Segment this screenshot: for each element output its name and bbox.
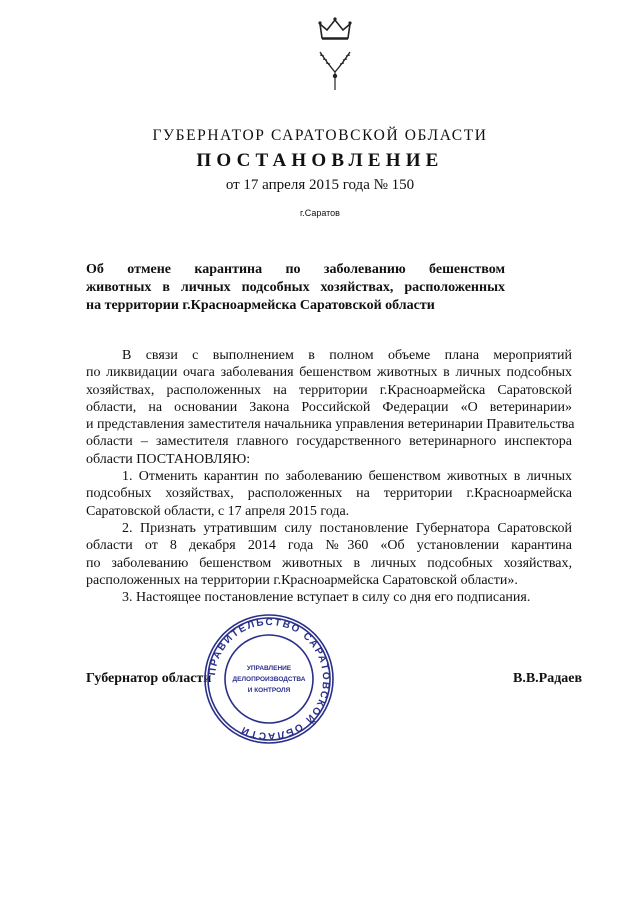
stamp-line: ДЕЛОПРОИЗВОДСТВА [232, 676, 306, 683]
signatory-title: Губернатор области [86, 671, 212, 686]
body-line: области от 8 декабря 2014 года №360 «Об установлении карантина [86, 538, 572, 554]
item-3-paragraph [86, 589, 572, 606]
body-line: подсобных хозяйствах, расположенных на территории г.Красноармейска [86, 486, 572, 502]
body-line: хозяйствах, расположенных на территории г.Красноармейска Саратовской [86, 382, 572, 398]
body-line: расположенных на территории г.Красноармейска Саратовской области». [86, 572, 518, 588]
stamp-line: И КОНТРОЛЯ [247, 687, 291, 694]
body-line: 3. Настоящее постановление вступает в силу со дня его подписания. [122, 590, 531, 606]
issuing-authority: ГУБЕРНАТОР САРАТОВСКОЙ ОБЛАСТИ [152, 127, 488, 144]
document-city: г.Саратов [300, 208, 340, 218]
body-line: области – заместителя главного государственного ветеринарного инспектора [86, 434, 572, 450]
preamble-paragraph [86, 347, 575, 468]
body-line: В связи с выполнением в полном объеме плана мероприятий [122, 348, 572, 363]
signatory-name: В.В.Радаев [513, 671, 583, 686]
item-1-paragraph [86, 468, 572, 520]
item-2-paragraph [86, 520, 572, 589]
body-line: и представления заместителя начальника управления ветеринарии Правительства [86, 417, 575, 433]
official-stamp [202, 612, 336, 746]
stamp-ring-text: ПРАВИТЕЛЬСТВО САРАТОВСКОЙ ОБЛАСТИ [207, 616, 332, 742]
body-line: 1. Отменить карантин по заболеванию бешенством животных в личных [122, 469, 572, 485]
document-body [86, 347, 575, 606]
subject-line: животных в личных подсобных хозяйствах, расположенных [86, 280, 505, 295]
stamp-line: УПРАВЛЕНИЕ [246, 665, 292, 672]
crown-emblem-icon [300, 12, 370, 102]
document-type-title: ПОСТАНОВЛЕНИЕ [196, 150, 444, 171]
subject-line: на территории г.Красноармейска Саратовской области [86, 298, 435, 313]
subject-line: Об отмене карантина по заболеванию бешенством [86, 262, 505, 277]
body-line: Саратовской области, с 17 апреля 2015 года. [86, 503, 350, 519]
document-date-number: от 17 апреля 2015 года № 150 [225, 177, 415, 193]
body-line: по заболеванию бешенством животных в личных подсобных хозяйствах, [86, 555, 572, 571]
body-line: области ПОСТАНОВЛЯЮ: [86, 451, 251, 467]
body-line: по ликвидации очага заболевания бешенством животных в личных подсобных [86, 365, 572, 381]
body-line: области, на основании Закона Российской Федерации «О ветеринарии» [86, 399, 572, 415]
document-subject [86, 261, 505, 315]
body-line: 2. Признать утратившим силу постановление Губернатора Саратовской [122, 520, 572, 536]
